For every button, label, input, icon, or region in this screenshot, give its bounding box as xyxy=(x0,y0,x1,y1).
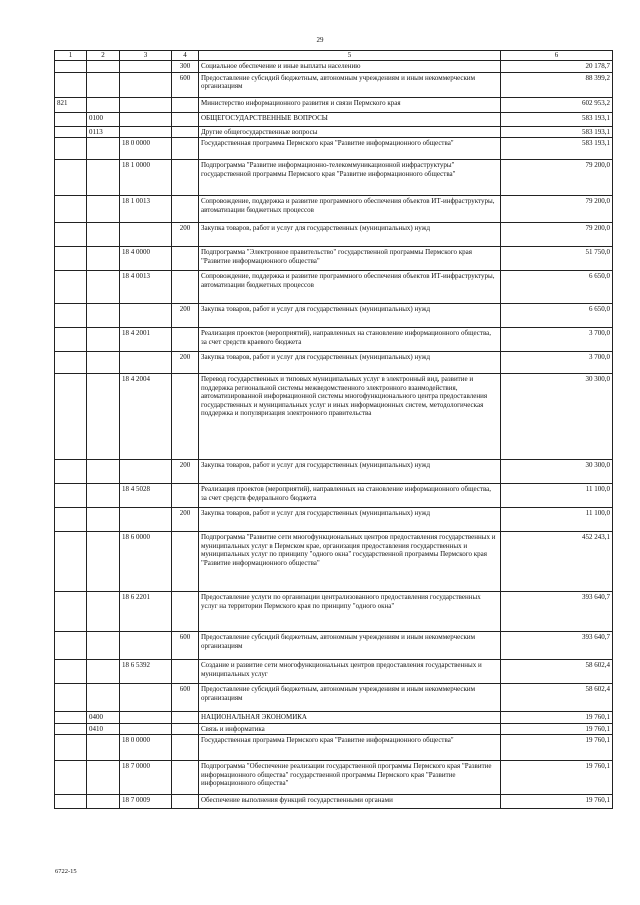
header-cell: 5 xyxy=(199,51,501,61)
row-code-expense-type xyxy=(172,532,199,592)
row-amount: 51 750,0 xyxy=(501,247,613,271)
row-code-target xyxy=(120,684,172,712)
row-name: Связь и информатика xyxy=(199,723,501,735)
row-code-target: 18 4 0013 xyxy=(120,271,172,304)
table-row xyxy=(55,126,613,138)
row-code-ministry xyxy=(55,304,87,328)
table-row xyxy=(55,247,613,271)
row-code-expense-type: 200 xyxy=(172,460,199,484)
row-name: Социальное обеспечение и иные выплаты населению xyxy=(199,61,501,73)
row-code-section xyxy=(87,160,120,196)
table-row xyxy=(55,684,613,712)
row-code-expense-type xyxy=(172,592,199,632)
table-row xyxy=(55,660,613,684)
table-row xyxy=(55,460,613,484)
row-code-section: 0400 xyxy=(87,712,120,724)
row-code-ministry xyxy=(55,532,87,592)
row-amount: 20 178,7 xyxy=(501,61,613,73)
row-amount: 19 760,1 xyxy=(501,735,613,761)
table-row xyxy=(55,735,613,761)
header-cell: 4 xyxy=(172,51,199,61)
header-cell: 2 xyxy=(87,51,120,61)
row-code-target: 18 4 2004 xyxy=(120,374,172,460)
table-row xyxy=(55,532,613,592)
row-code-section xyxy=(87,352,120,374)
row-code-target xyxy=(120,61,172,73)
row-name: Подпрограмма "Развитие сети многофункциональных центров предоставления государственных и муниципальных услуг в Пермском крае, организация предоставления государственных и муниципальных услуг по принципу "одного окна" государственной программы Пермского края "Развитие информационного общества" xyxy=(199,532,501,592)
row-code-target xyxy=(120,723,172,735)
row-code-expense-type: 200 xyxy=(172,304,199,328)
row-code-section: 0100 xyxy=(87,112,120,126)
table-row xyxy=(55,160,613,196)
row-code-ministry xyxy=(55,328,87,352)
row-name: Предоставление услуги по организации централизованного предоставления государственных услуг на территории Пермского края по принципу "одного окна" xyxy=(199,592,501,632)
row-code-expense-type xyxy=(172,761,199,795)
row-code-expense-type: 200 xyxy=(172,508,199,532)
table-row xyxy=(55,712,613,724)
row-amount: 19 760,1 xyxy=(501,723,613,735)
row-code-target: 18 6 2201 xyxy=(120,592,172,632)
row-name: Сопровождение, поддержка и развитие программного обеспечения объектов ИТ-инфраструктуры, автоматизации бюджетных процессов xyxy=(199,271,501,304)
row-name: Закупка товаров, работ и услуг для государственных (муниципальных) нужд xyxy=(199,304,501,328)
row-amount: 11 100,0 xyxy=(501,508,613,532)
header-cell: 6 xyxy=(501,51,613,61)
row-name: Предоставление субсидий бюджетным, автономным учреждениям и иным некоммерческим организациям xyxy=(199,72,501,97)
row-code-expense-type xyxy=(172,126,199,138)
row-code-ministry xyxy=(55,592,87,632)
table-row xyxy=(55,196,613,223)
row-name: Перевод государственных и типовых муниципальных услуг в электронный вид, развитие и поддержка региональной системы межведомственного электронного взаимодействия, автоматизированной информационной системы многофункционального центра предоставления государственных и муниципальных услуг и иных информационных систем, методологическая поддержка и популяризация электронного правительства xyxy=(199,374,501,460)
row-code-ministry xyxy=(55,712,87,724)
header-cell: 3 xyxy=(120,51,172,61)
row-code-ministry xyxy=(55,138,87,160)
row-code-expense-type xyxy=(172,112,199,126)
row-code-ministry xyxy=(55,508,87,532)
row-code-ministry xyxy=(55,352,87,374)
row-code-ministry xyxy=(55,160,87,196)
row-code-section xyxy=(87,632,120,660)
row-code-expense-type xyxy=(172,328,199,352)
row-code-expense-type: 300 xyxy=(172,61,199,73)
row-code-expense-type xyxy=(172,247,199,271)
row-amount: 6 650,0 xyxy=(501,304,613,328)
table-row xyxy=(55,352,613,374)
row-code-ministry xyxy=(55,660,87,684)
table-row xyxy=(55,632,613,660)
row-amount: 6 650,0 xyxy=(501,271,613,304)
row-code-target: 18 0 0000 xyxy=(120,735,172,761)
row-code-ministry xyxy=(55,374,87,460)
row-amount: 3 700,0 xyxy=(501,352,613,374)
row-code-ministry xyxy=(55,61,87,73)
row-code-section xyxy=(87,304,120,328)
row-name: Закупка товаров, работ и услуг для государственных (муниципальных) нужд xyxy=(199,223,501,247)
row-code-section xyxy=(87,247,120,271)
row-name: Подпрограмма "Электронное правительство" государственной программы Пермского края "Развитие информационного общества" xyxy=(199,247,501,271)
row-code-section xyxy=(87,735,120,761)
row-code-expense-type: 200 xyxy=(172,223,199,247)
row-amount: 79 200,0 xyxy=(501,196,613,223)
row-code-ministry xyxy=(55,723,87,735)
row-name: Предоставление субсидий бюджетным, автономным учреждениям и иным некоммерческим организациям xyxy=(199,684,501,712)
table-row xyxy=(55,374,613,460)
row-code-section xyxy=(87,328,120,352)
row-code-target xyxy=(120,304,172,328)
row-code-ministry xyxy=(55,484,87,508)
row-code-ministry xyxy=(55,632,87,660)
row-code-expense-type xyxy=(172,160,199,196)
row-code-section xyxy=(87,460,120,484)
table-row xyxy=(55,761,613,795)
row-code-target: 18 4 5028 xyxy=(120,484,172,508)
row-code-section xyxy=(87,484,120,508)
table-row xyxy=(55,795,613,809)
table-row xyxy=(55,304,613,328)
row-code-expense-type: 600 xyxy=(172,684,199,712)
row-code-section: 0410 xyxy=(87,723,120,735)
row-code-target: 18 6 0000 xyxy=(120,532,172,592)
row-code-section: 0113 xyxy=(87,126,120,138)
row-code-ministry xyxy=(55,795,87,809)
row-name: НАЦИОНАЛЬНАЯ ЭКОНОМИКА xyxy=(199,712,501,724)
row-amount: 452 243,1 xyxy=(501,532,613,592)
row-name: Государственная программа Пермского края "Развитие информационного общества" xyxy=(199,138,501,160)
row-code-section xyxy=(87,684,120,712)
row-name: ОБЩЕГОСУДАРСТВЕННЫЕ ВОПРОСЫ xyxy=(199,112,501,126)
row-code-ministry xyxy=(55,223,87,247)
row-code-ministry xyxy=(55,72,87,97)
row-code-target xyxy=(120,126,172,138)
row-code-ministry xyxy=(55,460,87,484)
row-code-target xyxy=(120,712,172,724)
row-amount: 19 760,1 xyxy=(501,712,613,724)
table-row xyxy=(55,592,613,632)
row-code-section xyxy=(87,196,120,223)
row-amount: 583 193,1 xyxy=(501,112,613,126)
row-amount: 58 602,4 xyxy=(501,660,613,684)
row-code-expense-type xyxy=(172,271,199,304)
row-amount: 393 640,7 xyxy=(501,592,613,632)
row-name: Министерство информационного развития и связи Пермского края xyxy=(199,97,501,112)
row-code-section xyxy=(87,660,120,684)
table-row xyxy=(55,138,613,160)
row-name: Закупка товаров, работ и услуг для государственных (муниципальных) нужд xyxy=(199,352,501,374)
row-code-target xyxy=(120,460,172,484)
row-code-section xyxy=(87,795,120,809)
row-code-section xyxy=(87,761,120,795)
row-code-expense-type xyxy=(172,196,199,223)
row-code-ministry xyxy=(55,735,87,761)
row-code-section xyxy=(87,223,120,247)
row-code-section xyxy=(87,374,120,460)
row-code-ministry xyxy=(55,761,87,795)
row-code-target: 18 4 0000 xyxy=(120,247,172,271)
row-code-target: 18 7 0000 xyxy=(120,761,172,795)
row-name: Государственная программа Пермского края "Развитие информационного общества" xyxy=(199,735,501,761)
row-name: Закупка товаров, работ и услуг для государственных (муниципальных) нужд xyxy=(199,508,501,532)
row-code-expense-type xyxy=(172,97,199,112)
row-amount: 30 300,0 xyxy=(501,460,613,484)
row-code-ministry xyxy=(55,112,87,126)
row-amount: 602 953,2 xyxy=(501,97,613,112)
row-code-target xyxy=(120,632,172,660)
row-name: Сопровождение, поддержка и развитие программного обеспечения объектов ИТ-инфраструктуры, автоматизации бюджетных процессов xyxy=(199,196,501,223)
row-name: Подпрограмма "Развитие информационно-телекоммуникационной инфраструктуры" государственной программы Пермского края "Развитие информационного общества" xyxy=(199,160,501,196)
row-code-expense-type: 600 xyxy=(172,632,199,660)
table-row xyxy=(55,97,613,112)
table-row xyxy=(55,271,613,304)
row-code-section xyxy=(87,97,120,112)
table-row xyxy=(55,112,613,126)
row-code-expense-type xyxy=(172,712,199,724)
table-row xyxy=(55,72,613,97)
row-code-section xyxy=(87,72,120,97)
document-code: 6722-15 xyxy=(55,868,77,875)
row-code-target xyxy=(120,112,172,126)
row-code-section xyxy=(87,592,120,632)
row-name: Другие общегосударственные вопросы xyxy=(199,126,501,138)
row-code-target xyxy=(120,97,172,112)
row-amount: 79 200,0 xyxy=(501,160,613,196)
row-code-target: 18 7 0009 xyxy=(120,795,172,809)
row-code-expense-type: 600 xyxy=(172,72,199,97)
row-code-expense-type xyxy=(172,735,199,761)
row-code-ministry xyxy=(55,271,87,304)
table-row xyxy=(55,61,613,73)
row-code-expense-type xyxy=(172,723,199,735)
row-code-expense-type xyxy=(172,795,199,809)
row-amount: 30 300,0 xyxy=(501,374,613,460)
row-code-section xyxy=(87,508,120,532)
row-code-section xyxy=(87,61,120,73)
table-row xyxy=(55,328,613,352)
row-code-expense-type xyxy=(172,660,199,684)
row-code-expense-type xyxy=(172,484,199,508)
row-amount: 19 760,1 xyxy=(501,795,613,809)
row-code-expense-type xyxy=(172,374,199,460)
row-code-target: 18 6 5392 xyxy=(120,660,172,684)
budget-table xyxy=(54,50,613,809)
table-row xyxy=(55,484,613,508)
row-code-ministry: 821 xyxy=(55,97,87,112)
row-code-target: 18 0 0000 xyxy=(120,138,172,160)
table-row xyxy=(55,723,613,735)
row-amount: 11 100,0 xyxy=(501,484,613,508)
header-cell: 1 xyxy=(55,51,87,61)
row-amount: 19 760,1 xyxy=(501,761,613,795)
row-code-section xyxy=(87,271,120,304)
row-code-target: 18 4 2001 xyxy=(120,328,172,352)
row-code-ministry xyxy=(55,684,87,712)
row-name: Создание и развитие сети многофункциональных центров предоставления государственных и муниципальных услуг xyxy=(199,660,501,684)
row-amount: 3 700,0 xyxy=(501,328,613,352)
row-code-target: 18 1 0000 xyxy=(120,160,172,196)
row-code-ministry xyxy=(55,247,87,271)
row-code-ministry xyxy=(55,196,87,223)
row-code-expense-type xyxy=(172,138,199,160)
row-name: Реализация проектов (мероприятий), направленных на становление информационного общества, за счет средств федерального бюджета xyxy=(199,484,501,508)
row-amount: 393 640,7 xyxy=(501,632,613,660)
table-row xyxy=(55,508,613,532)
page-number: 29 xyxy=(316,36,324,44)
table-row xyxy=(55,223,613,247)
row-amount: 88 399,2 xyxy=(501,72,613,97)
row-code-section xyxy=(87,532,120,592)
row-name: Подпрограмма "Обеспечение реализации государственной программы Пермского края "Развитие информационного общества" государственной программы Пермского края "Развитие информационного общества" xyxy=(199,761,501,795)
row-amount: 583 193,1 xyxy=(501,138,613,160)
row-code-target xyxy=(120,223,172,247)
row-amount: 58 602,4 xyxy=(501,684,613,712)
row-code-target: 18 1 0013 xyxy=(120,196,172,223)
row-code-expense-type: 200 xyxy=(172,352,199,374)
row-name: Предоставление субсидий бюджетным, автономным учреждениям и иным некоммерческим организациям xyxy=(199,632,501,660)
table-header-row xyxy=(55,51,613,61)
row-code-target xyxy=(120,72,172,97)
row-code-target xyxy=(120,352,172,374)
row-code-ministry xyxy=(55,126,87,138)
row-name: Реализация проектов (мероприятий), направленных на становление информационного общества, за счет средств краевого бюджета xyxy=(199,328,501,352)
row-name: Обеспечение выполнения функций государственными органами xyxy=(199,795,501,809)
row-code-target xyxy=(120,508,172,532)
row-name: Закупка товаров, работ и услуг для государственных (муниципальных) нужд xyxy=(199,460,501,484)
row-code-section xyxy=(87,138,120,160)
row-amount: 79 200,0 xyxy=(501,223,613,247)
row-amount: 583 193,1 xyxy=(501,126,613,138)
